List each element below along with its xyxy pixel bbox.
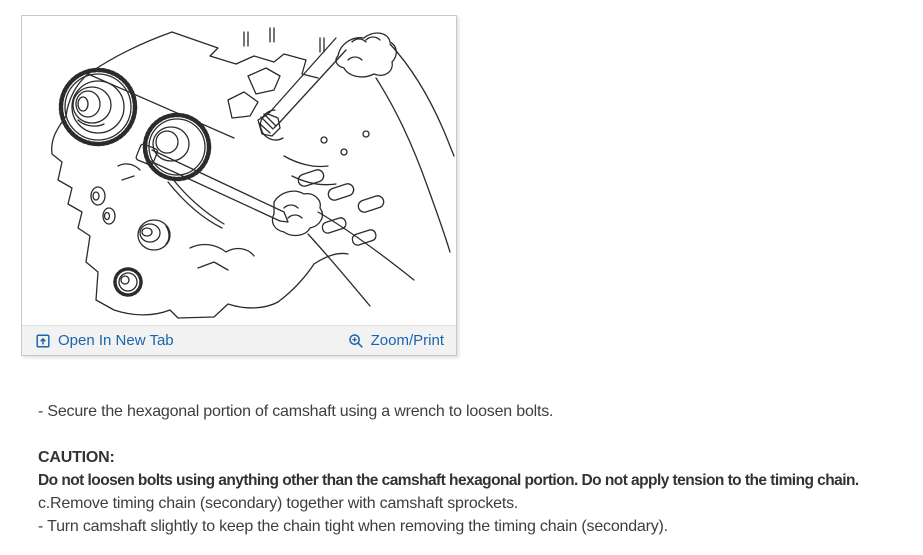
caution-body: Do not loosen bolts using anything other than the camshaft hexagonal portion. Do not apply tension to the timing chain. <box>38 472 859 489</box>
engine-illustration <box>22 16 456 325</box>
zoom-print-link[interactable] <box>348 333 444 349</box>
figure-frame <box>21 15 457 356</box>
open-in-new-tab-link[interactable] <box>35 333 174 349</box>
instruction-step-note: - Secure the hexagonal portion of camshaft using a wrench to loosen bolts. <box>38 403 554 420</box>
caution-block <box>38 446 918 492</box>
instructions-block <box>38 400 918 538</box>
engine-line-art <box>22 16 456 324</box>
figure-toolbar <box>22 325 456 355</box>
instruction-step-note-2: - Turn camshaft slightly to keep the chain tight when removing the timing chain (secondary). <box>38 518 668 535</box>
open-in-new-tab-label: Open In New Tab <box>58 332 174 349</box>
caution-heading: CAUTION: <box>38 449 115 466</box>
instruction-step-c: c.Remove timing chain (secondary) together with camshaft sprockets. <box>38 495 519 512</box>
open-in-new-tab-icon <box>35 333 51 349</box>
zoom-print-label: Zoom/Print <box>370 332 444 349</box>
zoom-in-icon <box>348 333 364 349</box>
